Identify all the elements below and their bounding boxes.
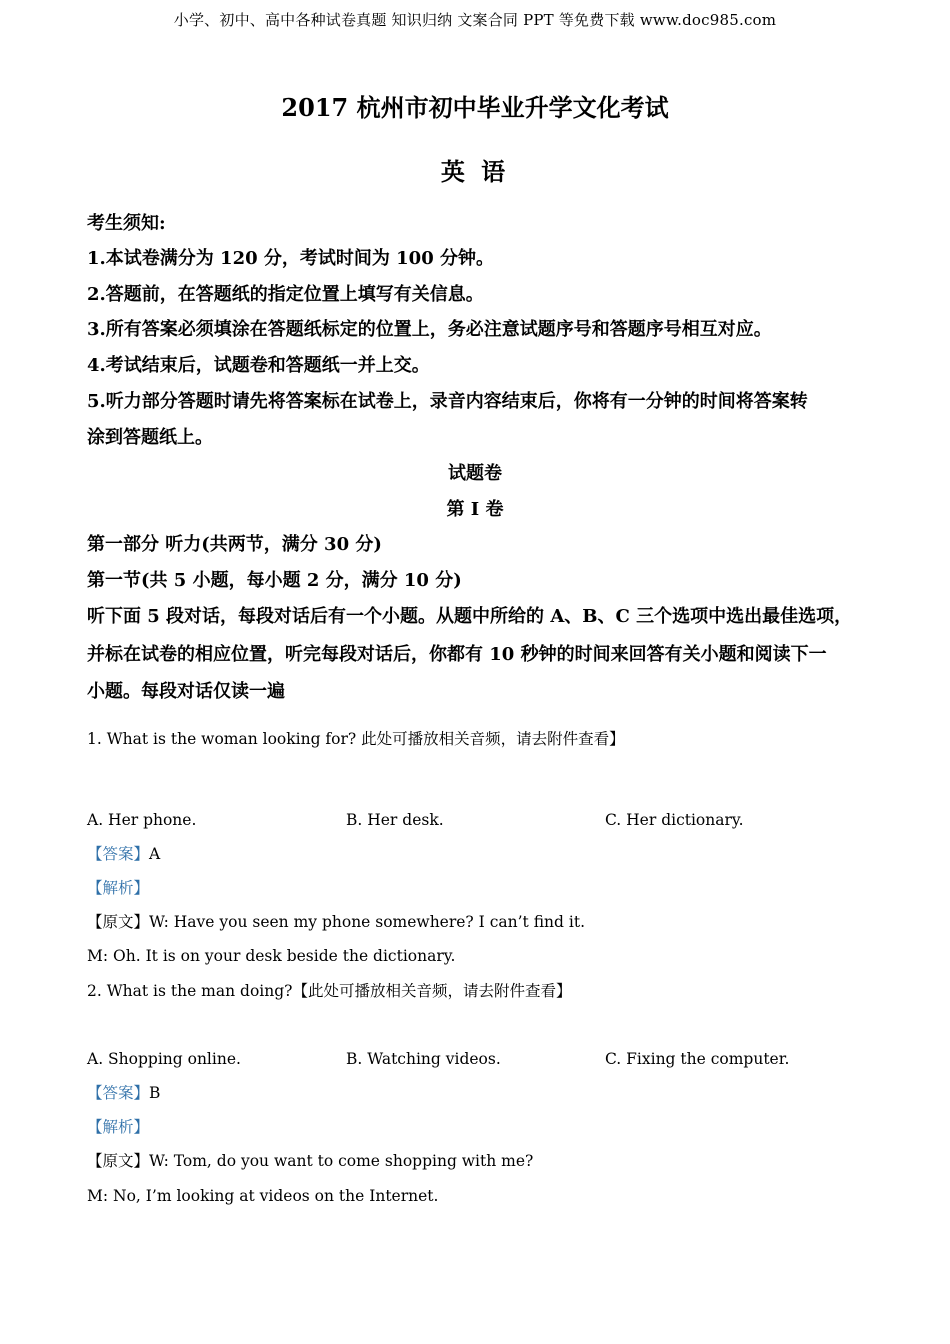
answer-value: B [149, 1084, 161, 1102]
question-2-option-a: A. Shopping online. [87, 1050, 241, 1068]
question-2-options [87, 1047, 877, 1071]
question-1-option-b: B. Her desk. [346, 811, 444, 829]
answer-label: 【答案】 [87, 1084, 150, 1102]
question-2-prompt: 2. What is the man doing?【此处可播放相关音频，请去附件查看】 [87, 982, 572, 1000]
question-1-transcript-m: M: Oh. It is on your desk beside the dictionary. [87, 947, 456, 965]
notice-item-4: 4.考试结束后，试题卷和答题纸一并上交。 [87, 355, 430, 376]
answer-value: A [149, 845, 161, 863]
question-2-transcript-m: M: No, I’m looking at videos on the Internet. [87, 1187, 439, 1205]
transcript-text: W: Tom, do you want to come shopping with me? [149, 1152, 534, 1170]
question-1-analysis-label: 【解析】 [87, 879, 150, 897]
answer-label: 【答案】 [87, 845, 150, 863]
question-1-option-a: A. Her phone. [87, 811, 197, 829]
exam-title: 2017 杭州市初中毕业升学文化考试 [281, 93, 669, 122]
question-2-option-b: B. Watching videos. [346, 1050, 501, 1068]
question-1-prompt: 1. What is the woman looking for? 此处可播放相关音频，请去附件查看】 [87, 730, 625, 748]
transcript-label: 【原文】 [87, 913, 150, 931]
paper-label: 试题卷 [448, 463, 502, 484]
notice-item-5-continued: 涂到答题纸上。 [87, 427, 213, 448]
question-1-options [87, 808, 877, 832]
paper-volume: 第 I 卷 [446, 499, 504, 520]
notice-item-2: 2.答题前，在答题纸的指定位置上填写有关信息。 [87, 284, 484, 305]
question-2-analysis-label: 【解析】 [87, 1118, 150, 1136]
part1-title: 第一部分 听力(共两节，满分 30 分) [87, 534, 382, 555]
exam-subject: 英 语 [440, 157, 510, 186]
question-2-option-c: C. Fixing the computer. [605, 1050, 790, 1068]
question-2-answer [87, 1081, 877, 1105]
question-2-transcript-w [87, 1149, 877, 1173]
transcript-label: 【原文】 [87, 1152, 150, 1170]
notice-item-3: 3.所有答案必须填涂在答题纸标定的位置上，务必注意试题序号和答题序号相互对应。 [87, 319, 772, 340]
question-1-transcript-w [87, 910, 877, 934]
notice-item-5: 5.听力部分答题时请先将答案标在试卷上，录音内容结束后，你将有一分钟的时间将答案转 [87, 391, 808, 412]
site-header-text: 小学、初中、高中各种试卷真题 知识归纳 文案合同 PPT 等免费下载 www.doc985.com [173, 11, 777, 29]
instruction-line-3: 小题。每段对话仅读一遍 [87, 681, 285, 702]
question-1-answer [87, 842, 877, 866]
notice-item-1: 1.本试卷满分为 120 分，考试时间为 100 分钟。 [87, 248, 495, 269]
question-1-option-c: C. Her dictionary. [605, 811, 744, 829]
notice-heading: 考生须知: [87, 213, 166, 234]
transcript-text: W: Have you seen my phone somewhere? I can’t find it. [149, 913, 585, 931]
section1-title: 第一节(共 5 小题，每小题 2 分，满分 10 分) [87, 570, 462, 591]
instruction-line-1: 听下面 5 段对话，每段对话后有一个小题。从题中所给的 A、B、C 三个选项中选出最佳选项， [87, 606, 853, 627]
instruction-line-2: 并标在试卷的相应位置，听完每段对话后，你都有 10 秒钟的时间来回答有关小题和阅读下一 [87, 644, 827, 665]
